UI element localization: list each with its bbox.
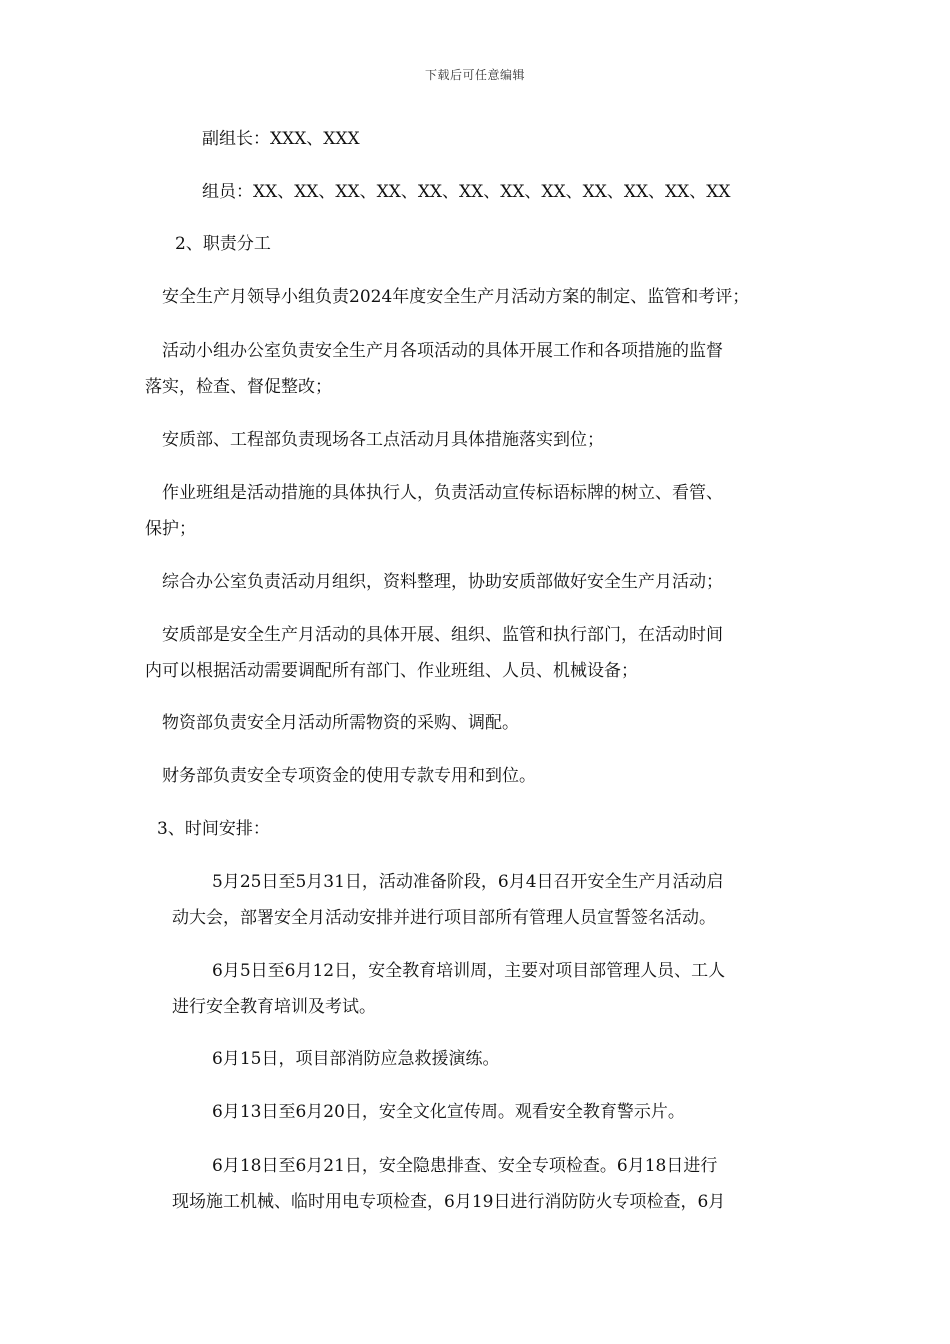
schedule-item-2-line-1: 6月5日至6月12日，安全教育培训周，主要对项目部管理人员、工人 — [212, 961, 726, 981]
members-line: 组员：XX、XX、XX、XX、XX、XX、XX、XX、XX、XX、XX、XX — [202, 182, 731, 202]
schedule-item-5-line-1: 6月18日至6月21日，安全隐患排查、安全专项检查。6月18日进行 — [212, 1156, 718, 1176]
schedule-item-4: 6月13日至6月20日，安全文化宣传周。观看安全教育警示片。 — [212, 1102, 685, 1122]
header-note: 下载后可任意编辑 — [424, 68, 525, 82]
duty-paragraph-3: 安质部、工程部负责现场各工点活动月具体措施落实到位； — [162, 430, 604, 450]
schedule-item-2-line-2: 进行安全教育培训及考试。 — [172, 997, 376, 1017]
duty-paragraph-2-line-2: 落实，检查、督促整改； — [145, 377, 332, 397]
schedule-item-1-line-1: 5月25日至5月31日，活动准备阶段，6月4日召开安全生产月活动启 — [212, 872, 724, 892]
schedule-item-5-line-2: 现场施工机械、临时用电专项检查，6月19日进行消防防火专项检查，6月 — [172, 1192, 726, 1212]
duty-paragraph-4-line-2: 保护； — [145, 519, 196, 539]
duty-paragraph-7: 物资部负责安全月活动所需物资的采购、调配。 — [162, 713, 519, 733]
duty-paragraph-8: 财务部负责安全专项资金的使用专款专用和到位。 — [162, 766, 536, 786]
duty-paragraph-1: 安全生产月领导小组负责2024年度安全生产月活动方案的制定、监管和考评； — [162, 287, 750, 307]
duty-paragraph-4-line-1: 作业班组是活动措施的具体执行人，负责活动宣传标语标牌的树立、看管、 — [162, 483, 723, 503]
schedule-item-1-line-2: 动大会，部署安全月活动安排并进行项目部所有管理人员宣誓签名活动。 — [172, 908, 716, 928]
duty-paragraph-5: 综合办公室负责活动月组织，资料整理，协助安质部做好安全生产月活动； — [162, 572, 723, 592]
section-heading-schedule: 3、时间安排： — [157, 819, 270, 839]
deputy-leader-line: 副组长：XXX、XXX — [202, 129, 360, 149]
duty-paragraph-6-line-1: 安质部是安全生产月活动的具体开展、组织、监管和执行部门，在活动时间 — [162, 625, 723, 645]
schedule-item-3: 6月15日，项目部消防应急救援演练。 — [212, 1049, 500, 1069]
duty-paragraph-2-line-1: 活动小组办公室负责安全生产月各项活动的具体开展工作和各项措施的监督 — [162, 341, 723, 361]
section-heading-duties: 2、职责分工 — [175, 234, 271, 254]
duty-paragraph-6-line-2: 内可以根据活动需要调配所有部门、作业班组、人员、机械设备； — [145, 661, 638, 681]
